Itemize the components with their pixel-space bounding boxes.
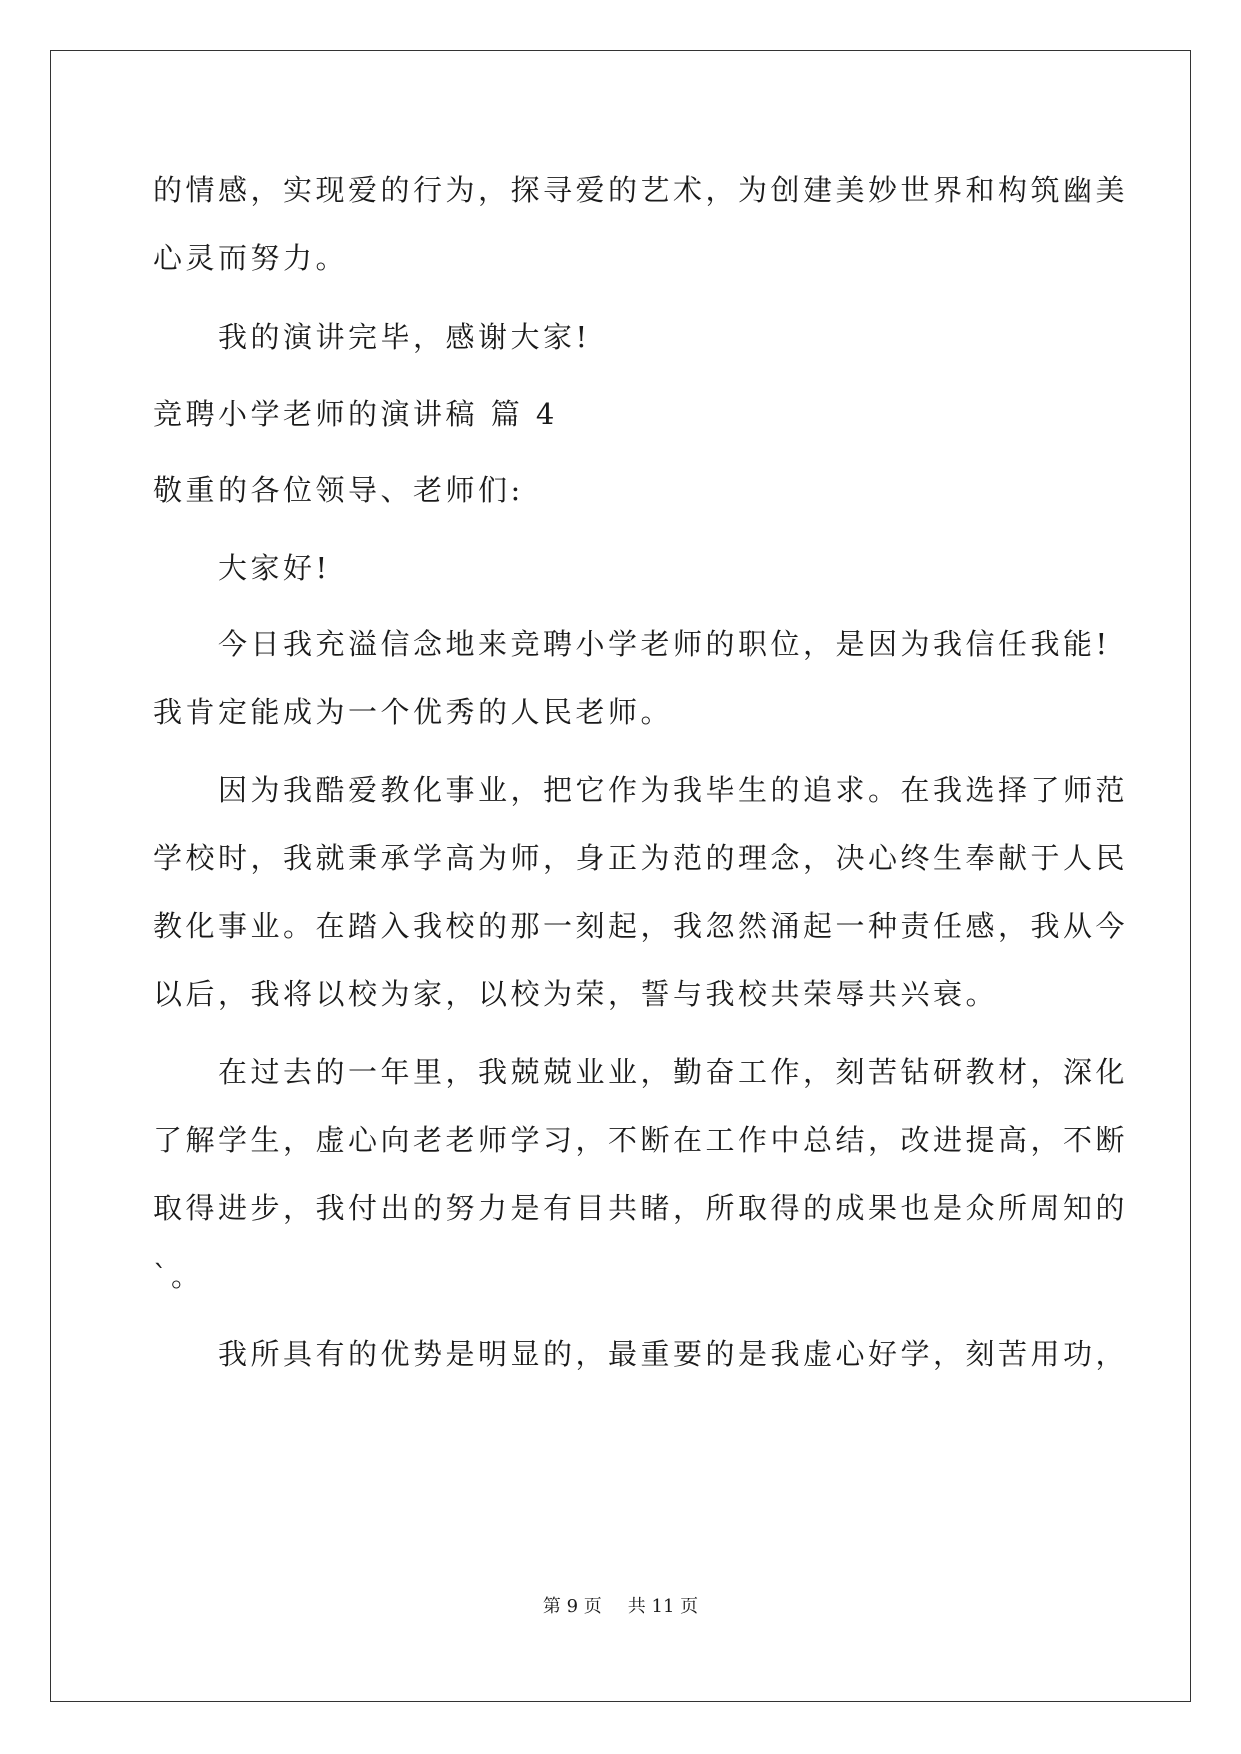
text-line: 了解学生，虚心向老老师学习，不断在工作中总结，改进提高，不断 — [153, 1123, 1129, 1157]
text-line: 心灵而努力。 — [153, 241, 349, 275]
text-line: 的情感，实现爱的行为，探寻爱的艺术，为创建美妙世界和构筑幽美 — [153, 173, 1129, 207]
text-line: 今日我充溢信念地来竞聘小学老师的职位，是因为我信任我能! — [153, 627, 1111, 661]
text-line: 我的演讲完毕，感谢大家! — [153, 320, 591, 354]
text-line: 我肯定能成为一个优秀的人民老师。 — [153, 695, 674, 729]
text-line: 因为我酷爱教化事业，把它作为我毕生的追求。在我选择了师范 — [153, 773, 1129, 807]
text-line: 在过去的一年里，我兢兢业业，勤奋工作，刻苦钻研教材，深化 — [153, 1055, 1129, 1089]
text-line: 大家好! — [153, 551, 331, 585]
text-line: 教化事业。在踏入我校的那一刻起，我忽然涌起一种责任感，我从今 — [153, 909, 1129, 943]
page-footer — [0, 1595, 1241, 1619]
text-line: 我所具有的优势是明显的，最重要的是我虚心好学，刻苦用功， — [153, 1337, 1129, 1371]
salutation: 敬重的各位领导、老师们: — [153, 473, 524, 507]
page-number-current: 第 9 页 — [542, 1596, 602, 1617]
text-line: 取得进步，我付出的努力是有目共睹，所取得的成果也是众所周知的 — [153, 1191, 1129, 1225]
text-line: 学校时，我就秉承学高为师，身正为范的理念，决心终生奉献于人民 — [153, 841, 1129, 875]
text-line: 以后，我将以校为家，以校为荣，誓与我校共荣辱共兴衰。 — [153, 977, 999, 1011]
section-heading: 竞聘小学老师的演讲稿 篇 4 — [153, 397, 558, 431]
text-line: `。 — [153, 1259, 204, 1293]
page-number-total: 共 11 页 — [627, 1596, 699, 1617]
